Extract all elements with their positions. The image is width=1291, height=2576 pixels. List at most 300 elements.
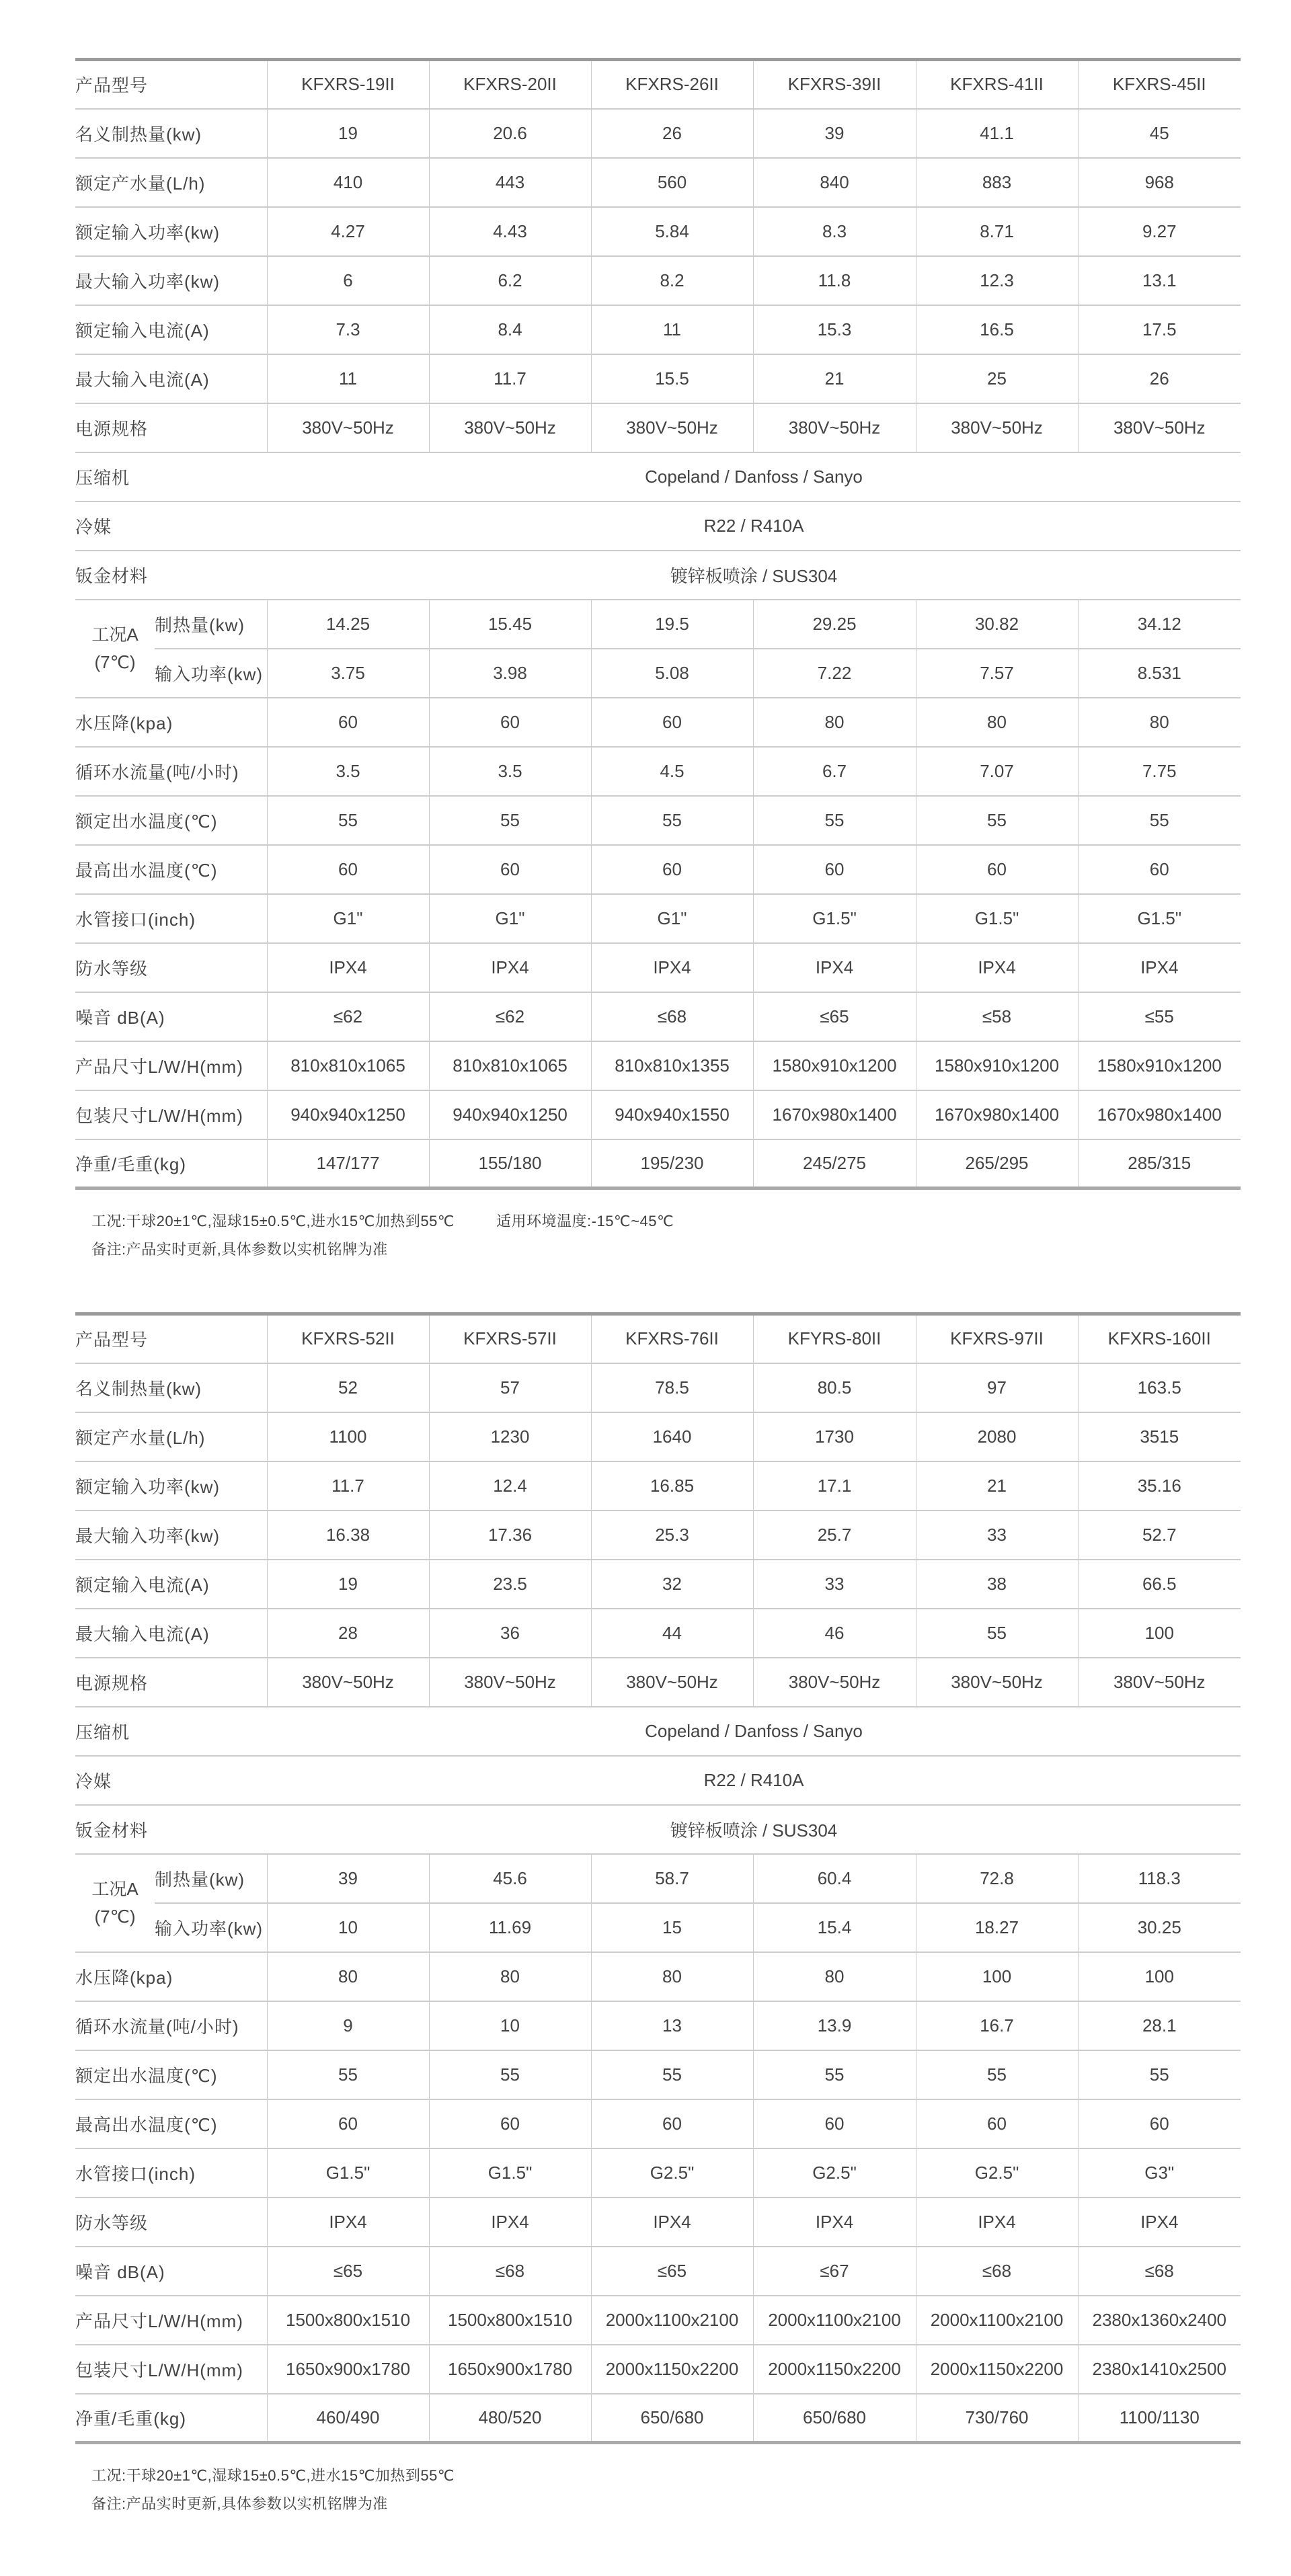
value-cell: 8.3 [753,207,916,256]
table-group-row [75,600,1241,649]
note-line [91,2490,1241,2518]
table-row [75,109,1241,158]
row-label: 名义制热量(kw) [75,109,267,158]
value-cell: 30.82 [916,600,1078,649]
value-cell: 11 [591,305,753,354]
row-label: 最高出水温度(℃) [75,2099,267,2148]
note-remark: 备注:产品实时更新,具体参数以实机铭牌为准 [91,2495,388,2512]
row-label: 产品尺寸L/W/H(mm) [75,2296,267,2345]
value-cell: 28.1 [1078,2001,1241,2050]
value-cell: 55 [916,796,1078,845]
value-cell: 380V~50Hz [1078,1658,1241,1707]
value-cell: 155/180 [429,1139,591,1189]
value-cell: 15 [591,1903,753,1952]
value-cell: 147/177 [267,1139,429,1189]
value-cell: 60 [429,845,591,894]
value-cell: 100 [916,1952,1078,2001]
value-cell: 17.5 [1078,305,1241,354]
value-cell: 940x940x1550 [591,1090,753,1139]
value-cell: 15.45 [429,600,591,649]
value-cell: 55 [916,2050,1078,2099]
value-cell: 1650x900x1780 [429,2345,591,2394]
table-row [75,943,1241,992]
table-span-row [75,1756,1241,1805]
value-cell: 9.27 [1078,207,1241,256]
table-group-row [75,1903,1241,1952]
note-test-conditions: 工况:干球20±1℃,湿球15±0.5℃,进水15℃加热到55℃ [91,2467,455,2484]
table-row [75,2001,1241,2050]
model-header-cell: KFXRS-160II [1078,1314,1241,1363]
value-cell: 380V~50Hz [591,1658,753,1707]
value-cell: 1580x910x1200 [753,1041,916,1090]
value-cell: 78.5 [591,1363,753,1412]
value-cell: ≤65 [753,992,916,1041]
table-row [75,2296,1241,2345]
row-label: 冷媒 [75,1756,267,1805]
table-row [75,305,1241,354]
value-cell: 17.1 [753,1461,916,1511]
table-row [75,2247,1241,2296]
value-cell: G1" [429,894,591,943]
value-cell: 810x810x1065 [429,1041,591,1090]
value-cell: 2000x1150x2200 [591,2345,753,2394]
value-cell: ≤65 [267,2247,429,2296]
model-header-cell: KFXRS-76II [591,1314,753,1363]
span-value-cell: Copeland / Danfoss / Sanyo [267,1707,1241,1756]
model-header-cell: KFXRS-19II [267,60,429,109]
value-cell: 18.27 [916,1903,1078,1952]
value-cell: 15.3 [753,305,916,354]
value-cell: 60 [267,698,429,747]
model-header-cell: KFXRS-39II [753,60,916,109]
value-cell: G1.5" [267,2148,429,2198]
value-cell: 97 [916,1363,1078,1412]
value-cell: 52.7 [1078,1511,1241,1560]
value-cell: 2000x1100x2100 [591,2296,753,2345]
table-row [75,698,1241,747]
value-cell: G1.5" [753,894,916,943]
value-cell: 7.57 [916,649,1078,698]
value-cell: 245/275 [753,1139,916,1189]
value-cell: IPX4 [753,2198,916,2247]
table-row [75,354,1241,403]
value-cell: 560 [591,158,753,207]
value-cell: 380V~50Hz [429,403,591,452]
value-cell: 3.98 [429,649,591,698]
table-row [75,747,1241,796]
value-cell: 16.7 [916,2001,1078,2050]
table-group-row [75,649,1241,698]
header-label: 产品型号 [75,1314,267,1363]
value-cell: 285/315 [1078,1139,1241,1189]
table-row [75,256,1241,305]
table-row [75,158,1241,207]
table-row [75,2394,1241,2443]
value-cell: 380V~50Hz [429,1658,591,1707]
table-row [75,403,1241,452]
row-label: 名义制热量(kw) [75,1363,267,1412]
value-cell: 650/680 [591,2394,753,2443]
value-cell: 1500x800x1510 [267,2296,429,2345]
table-row [75,1041,1241,1090]
spec-table-2 [75,1312,1241,2444]
model-header-cell: KFXRS-57II [429,1314,591,1363]
table-row [75,1139,1241,1189]
spec-section-1 [75,58,1241,1264]
value-cell: ≤65 [591,2247,753,2296]
sub-row-label: 制热量(kw) [155,600,267,649]
value-cell: 60 [591,2099,753,2148]
table-row [75,894,1241,943]
value-cell: 840 [753,158,916,207]
value-cell: 80 [753,1952,916,2001]
value-cell: 2000x1100x2100 [753,2296,916,2345]
value-cell: 8.71 [916,207,1078,256]
value-cell: 11.7 [267,1461,429,1511]
value-cell: IPX4 [429,2198,591,2247]
value-cell: 23.5 [429,1560,591,1609]
table-row [75,1511,1241,1560]
value-cell: ≤68 [1078,2247,1241,2296]
value-cell: 20.6 [429,109,591,158]
value-cell: 6.7 [753,747,916,796]
value-cell: 60 [916,2099,1078,2148]
value-cell: 650/680 [753,2394,916,2443]
span-value-cell: R22 / R410A [267,1756,1241,1805]
value-cell: 60 [753,2099,916,2148]
value-cell: 39 [753,109,916,158]
group-label: 工况A (7℃) [75,600,155,698]
value-cell: ≤62 [429,992,591,1041]
row-label: 防水等级 [75,2198,267,2247]
model-header-cell: KFXRS-52II [267,1314,429,1363]
value-cell: 39 [267,1854,429,1903]
group-label: 工况A (7℃) [75,1854,155,1952]
value-cell: 100 [1078,1609,1241,1658]
value-cell: 2000x1100x2100 [916,2296,1078,2345]
value-cell: 8.4 [429,305,591,354]
value-cell: 55 [753,2050,916,2099]
value-cell: G3" [1078,2148,1241,2198]
value-cell: IPX4 [753,943,916,992]
value-cell: 55 [753,796,916,845]
value-cell: ≤55 [1078,992,1241,1041]
value-cell: 80 [1078,698,1241,747]
value-cell: 940x940x1250 [267,1090,429,1139]
spec-table-1 [75,58,1241,1190]
value-cell: 55 [1078,2050,1241,2099]
value-cell: 19 [267,109,429,158]
value-cell: 730/760 [916,2394,1078,2443]
value-cell: 14.25 [267,600,429,649]
value-cell: 60 [591,698,753,747]
value-cell: 16.38 [267,1511,429,1560]
table-span-row [75,551,1241,600]
value-cell: 810x810x1065 [267,1041,429,1090]
value-cell: 25 [916,354,1078,403]
table-row [75,1461,1241,1511]
value-cell: 1100/1130 [1078,2394,1241,2443]
value-cell: 80 [916,698,1078,747]
value-cell: 1580x910x1200 [1078,1041,1241,1090]
value-cell: 80 [591,1952,753,2001]
value-cell: 4.5 [591,747,753,796]
row-label: 最高出水温度(℃) [75,845,267,894]
spec-table-2-notes [91,2462,1241,2518]
row-label: 净重/毛重(kg) [75,2408,187,2429]
value-cell: IPX4 [591,2198,753,2247]
row-label: 压缩机 [75,452,267,501]
value-cell: 30.25 [1078,1903,1241,1952]
value-cell: 968 [1078,158,1241,207]
value-cell: 34.12 [1078,600,1241,649]
value-cell: 45 [1078,109,1241,158]
value-cell: 55 [267,2050,429,2099]
value-cell: G2.5" [591,2148,753,2198]
value-cell: 460/490 [267,2394,429,2443]
value-cell: IPX4 [429,943,591,992]
value-cell: G1.5" [916,894,1078,943]
value-cell: 11 [267,354,429,403]
note-remark: 备注:产品实时更新,具体参数以实机铭牌为准 [91,1241,388,1258]
table-span-row [75,1707,1241,1756]
value-cell: 480/520 [429,2394,591,2443]
value-cell: 60 [591,845,753,894]
value-cell: 32 [591,1560,753,1609]
value-cell: 60.4 [753,1854,916,1903]
table-row [75,1363,1241,1412]
row-label: 冷媒 [75,501,267,551]
value-cell: 2380x1410x2500 [1078,2345,1241,2394]
value-cell: 72.8 [916,1854,1078,1903]
value-cell: 940x940x1250 [429,1090,591,1139]
value-cell: 60 [429,698,591,747]
value-cell: 1650x900x1780 [267,2345,429,2394]
row-label: 额定输入电流(A) [75,1560,267,1609]
row-label: 水管接口(inch) [75,2148,267,2198]
sub-row-label: 输入功率(kw) [155,649,267,698]
row-label: 循环水流量(吨/小时) [75,747,267,796]
value-cell: 55 [1078,796,1241,845]
value-cell: G2.5" [916,2148,1078,2198]
row-label: 钣金材料 [75,551,267,600]
table-row [75,2148,1241,2198]
value-cell: 6 [267,256,429,305]
value-cell: 19 [267,1560,429,1609]
value-cell: 3.75 [267,649,429,698]
table-row [75,1658,1241,1707]
value-cell: 15.4 [753,1903,916,1952]
row-label: 水压降(kpa) [75,698,267,747]
value-cell: 60 [1078,2099,1241,2148]
value-cell: 58.7 [591,1854,753,1903]
value-cell: IPX4 [591,943,753,992]
value-cell: 60 [916,845,1078,894]
value-cell: IPX4 [916,943,1078,992]
value-cell: 10 [429,2001,591,2050]
value-cell: ≤62 [267,992,429,1041]
value-cell: 26 [591,109,753,158]
sub-row-label: 制热量(kw) [155,1854,267,1903]
value-cell: 163.5 [1078,1363,1241,1412]
value-cell: 13.1 [1078,256,1241,305]
value-cell: 57 [429,1363,591,1412]
value-cell: G1.5" [429,2148,591,2198]
value-cell: IPX4 [916,2198,1078,2247]
row-label: 额定输入功率(kw) [75,1461,267,1511]
value-cell: 118.3 [1078,1854,1241,1903]
value-cell: 60 [267,845,429,894]
value-cell: 5.08 [591,649,753,698]
value-cell: 1670x980x1400 [916,1090,1078,1139]
value-cell: IPX4 [267,943,429,992]
value-cell: 60 [753,845,916,894]
row-label: 钣金材料 [75,1805,267,1854]
value-cell: 80 [267,1952,429,2001]
note-line [91,1236,1241,1264]
value-cell: 35.16 [1078,1461,1241,1511]
table-row [75,1412,1241,1461]
span-value-cell: 镀锌板喷涂 / SUS304 [267,1805,1241,1854]
value-cell: 16.5 [916,305,1078,354]
value-cell: 55 [429,796,591,845]
row-label: 最大输入功率(kw) [75,1511,267,1560]
row-label: 最大输入电流(A) [75,1609,267,1658]
value-cell: 46 [753,1609,916,1658]
table-header-row [75,1314,1241,1363]
note-line [91,2462,1241,2490]
value-cell: 410 [267,158,429,207]
value-cell: 12.3 [916,256,1078,305]
value-cell: G1.5" [1078,894,1241,943]
value-cell: ≤68 [591,992,753,1041]
value-cell: 6.2 [429,256,591,305]
table-row [75,1090,1241,1139]
model-header-cell: KFXRS-45II [1078,60,1241,109]
value-cell: 66.5 [1078,1560,1241,1609]
value-cell: 1500x800x1510 [429,2296,591,2345]
table-row [75,2198,1241,2247]
table-span-row [75,452,1241,501]
row-label: 水压降(kpa) [75,1952,267,2001]
table-row [75,796,1241,845]
value-cell: 7.07 [916,747,1078,796]
value-cell: 52 [267,1363,429,1412]
value-cell: ≤67 [753,2247,916,2296]
value-cell: 380V~50Hz [916,403,1078,452]
value-cell: ≤58 [916,992,1078,1041]
table-row [75,2099,1241,2148]
value-cell: 7.22 [753,649,916,698]
value-cell: 2000x1150x2200 [753,2345,916,2394]
row-label: 额定产水量(L/h) [75,158,267,207]
row-label: 额定产水量(L/h) [75,1412,267,1461]
row-label: 循环水流量(吨/小时) [75,2001,267,2050]
value-cell: 883 [916,158,1078,207]
value-cell: 195/230 [591,1139,753,1189]
value-cell: 2080 [916,1412,1078,1461]
value-cell: 11.69 [429,1903,591,1952]
value-cell: 80 [429,1952,591,2001]
value-cell: 3.5 [429,747,591,796]
value-cell: 33 [753,1560,916,1609]
row-label: 最大输入功率(kw) [75,256,267,305]
value-cell: 25.3 [591,1511,753,1560]
value-cell: 60 [267,2099,429,2148]
row-label: 包装尺寸L/W/H(mm) [75,1090,267,1139]
sub-row-label: 输入功率(kw) [155,1903,267,1952]
row-label: 噪音 dB(A) [75,2247,267,2296]
value-cell: 7.75 [1078,747,1241,796]
value-cell: 380V~50Hz [267,403,429,452]
table-row [75,2345,1241,2394]
span-value-cell: 镀锌板喷涂 / SUS304 [267,551,1241,600]
value-cell: 13 [591,2001,753,2050]
value-cell: 4.27 [267,207,429,256]
table-row [75,1609,1241,1658]
value-cell: 41.1 [916,109,1078,158]
value-cell: 9 [267,2001,429,2050]
table-row [75,207,1241,256]
value-cell: IPX4 [1078,2198,1241,2247]
value-cell: 5.84 [591,207,753,256]
row-label: 产品尺寸L/W/H(mm) [75,1041,267,1090]
value-cell: 60 [429,2099,591,2148]
value-cell: 80.5 [753,1363,916,1412]
value-cell: 17.36 [429,1511,591,1560]
value-cell: G2.5" [753,2148,916,2198]
span-value-cell: Copeland / Danfoss / Sanyo [267,452,1241,501]
header-label: 产品型号 [75,60,267,109]
model-header-cell: KFXRS-41II [916,60,1078,109]
span-value-cell: R22 / R410A [267,501,1241,551]
row-label: 最大输入电流(A) [75,354,267,403]
value-cell: 1580x910x1200 [916,1041,1078,1090]
value-cell: 19.5 [591,600,753,649]
model-header-cell: KFXRS-26II [591,60,753,109]
value-cell: 60 [1078,845,1241,894]
row-label: 压缩机 [75,1707,267,1756]
row-label: 电源规格 [75,403,267,452]
row-label: 额定输入电流(A) [75,305,267,354]
value-cell: 29.25 [753,600,916,649]
value-cell: 55 [267,796,429,845]
value-cell: 33 [916,1511,1078,1560]
value-cell: 44 [591,1609,753,1658]
value-cell: 1730 [753,1412,916,1461]
table-span-row [75,1805,1241,1854]
value-cell: 55 [429,2050,591,2099]
value-cell: 55 [591,796,753,845]
value-cell: ≤68 [429,2247,591,2296]
table-span-row [75,501,1241,551]
value-cell: 265/295 [916,1139,1078,1189]
table-row [75,1952,1241,2001]
value-cell: 1230 [429,1412,591,1461]
value-cell: 380V~50Hz [1078,403,1241,452]
value-cell: 380V~50Hz [753,1658,916,1707]
value-cell: 380V~50Hz [267,1658,429,1707]
value-cell: 380V~50Hz [753,403,916,452]
row-label: 额定出水温度(℃) [75,2050,267,2099]
value-cell: 28 [267,1609,429,1658]
value-cell: 38 [916,1560,1078,1609]
spec-section-2 [75,1312,1241,2518]
table-row [75,2050,1241,2099]
value-cell: 26 [1078,354,1241,403]
value-cell: 21 [916,1461,1078,1511]
row-label: 水管接口(inch) [75,894,267,943]
